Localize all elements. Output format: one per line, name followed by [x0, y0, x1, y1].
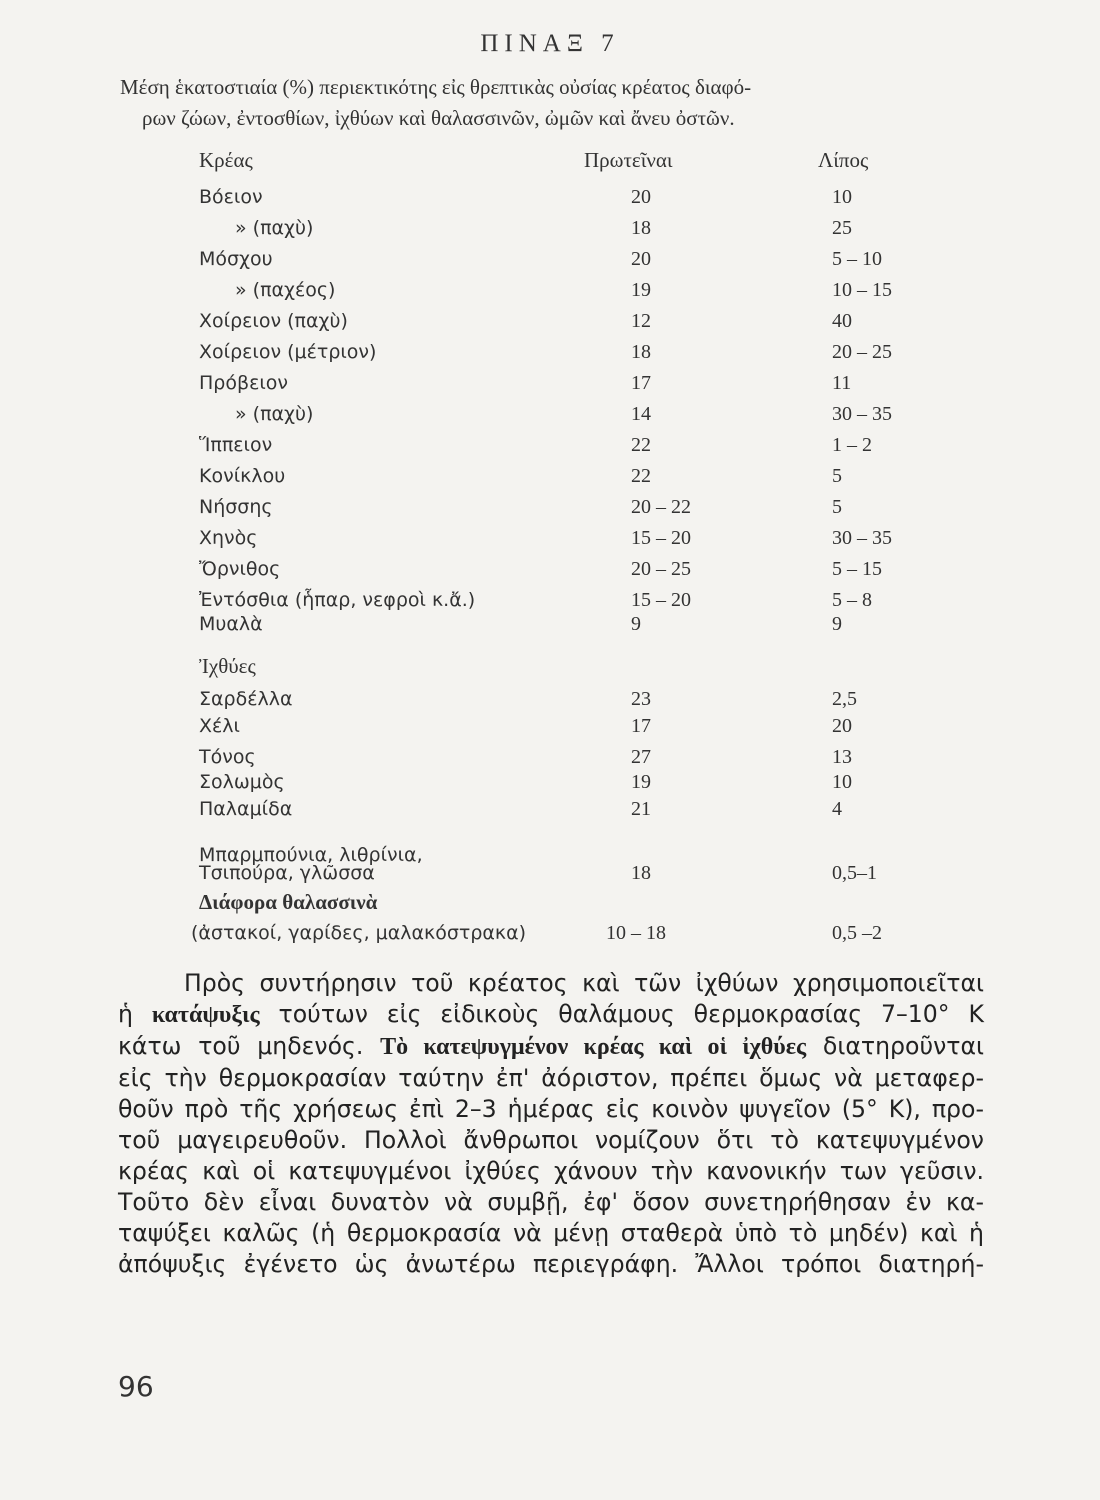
body-line: θοῦν πρὸ τῆς χρήσεως ἐπὶ 2–3 ἡμέρας εἰς κοινὸν ψυγεῖον (5° Κ), προ-	[118, 1095, 984, 1123]
table-cell-protein: 18	[631, 862, 651, 884]
table-row-name: Χοίρειον (παχὺ)	[199, 310, 348, 332]
table-cell-protein: 17	[631, 372, 651, 394]
table-row-name: Ἵππειον	[199, 434, 273, 456]
table-cell-fat: 13	[832, 746, 852, 768]
body-bold-term: κατάψυξις	[151, 1002, 260, 1028]
table-row-name: Χηνὸς	[199, 527, 258, 549]
body-paragraph	[118, 968, 984, 1280]
table-row-name: Μόσχου	[199, 248, 273, 270]
table-row-name: Σαρδέλλα	[199, 688, 293, 710]
caption-line-1: Μέση ἑκατοστιαία (%) περιεκτικότης εἰς θρεπτικὰς οὐσίας κρέατος διαφό-	[120, 75, 752, 99]
table-cell-fat: 1 – 2	[832, 434, 872, 456]
table-cell-protein: 14	[631, 403, 651, 425]
table-cell-protein: 17	[631, 715, 651, 737]
body-line: εἰς τὴν θερμοκρασίαν ταύτην ἐπ' ἀόριστον, πρέπει ὅμως νὰ μεταφερ-	[118, 1064, 984, 1092]
table-row-name: » (παχὺ)	[235, 217, 314, 239]
table-cell-protein: 18	[631, 341, 651, 363]
table-row-name: Τσιπούρα, γλῶσσα	[199, 862, 375, 884]
table-row-name: Μυαλὰ	[199, 613, 263, 635]
body-line: ἀπόψυξις ἐγένετο ὡς ἀνωτέρω περιεγράφη. Ἄλλοι τρόποι διατηρή-	[118, 1250, 984, 1278]
body-text-segment: κάτω τοῦ μηδενός.	[118, 1032, 364, 1060]
table-cell-fat: 5 – 10	[832, 248, 882, 270]
table-cell-protein: 20	[631, 248, 651, 270]
table-row-name: » (παχὺ)	[235, 403, 314, 425]
body-text-segment: διατηροῦνται	[822, 1032, 985, 1060]
table-cell-protein: 20 – 22	[631, 496, 691, 518]
table-cell-protein: 9	[631, 613, 641, 635]
table-row-name: Χέλι	[199, 715, 240, 737]
table-cell-fat: 5	[832, 465, 842, 487]
table-cell-fat: 5	[832, 496, 842, 518]
table-cell-fat: 10	[832, 771, 852, 793]
section-heading-fish: Ἰχθύες	[199, 654, 256, 678]
table-cell-protein: 22	[631, 465, 651, 487]
body-line: κρέας καὶ οἱ κατεψυγμένοι ἰχθύες χάνουν τὴν κανονικήν των γεῦσιν.	[118, 1157, 984, 1185]
column-header-meat: Κρέας	[199, 148, 253, 172]
table-cell-protein: 19	[631, 279, 651, 301]
table-cell-fat: 40	[832, 310, 852, 332]
column-header-fat: Λίπος	[818, 148, 869, 172]
table-cell-protein: 22	[631, 434, 651, 456]
table-cell-fat: 0,5 –2	[832, 922, 882, 944]
table-row-name: Βόειον	[199, 186, 263, 208]
body-line: Τοῦτο δὲν εἶναι δυνατὸν νὰ συμβῇ, ἐφ' ὅσον συνετηρήθησαν ἐν κα-	[118, 1188, 984, 1216]
caption-line-2: ρων ζώων, ἐντοσθίων, ἰχθύων καὶ θαλασσινῶν, ὠμῶν καὶ ἄνευ ὀστῶν.	[142, 106, 735, 130]
table-cell-protein: 18	[631, 217, 651, 239]
table-cell-protein: 15 – 20	[631, 527, 691, 549]
table-cell-fat: 30 – 35	[832, 527, 892, 549]
table-cell-protein: 15 – 20	[631, 589, 691, 611]
table-row-name: Ὄρνιθος	[199, 558, 281, 580]
table-row-name: Πρόβειον	[199, 372, 289, 394]
table-row-name: Τόνος	[199, 746, 256, 768]
body-bold-term: Τὸ κατεψυγμένον κρέας καὶ οἱ ἰχθύες	[380, 1034, 807, 1060]
table-cell-fat: 10	[832, 186, 852, 208]
table-row-name: Κονίκλου	[199, 465, 286, 487]
table-caption	[120, 72, 990, 134]
table-cell-fat: 5 – 15	[832, 558, 882, 580]
table-cell-fat: 9	[832, 613, 842, 635]
table-cell-protein: 27	[631, 746, 651, 768]
table-cell-fat: 20 – 25	[832, 341, 892, 363]
table-cell-fat: 25	[832, 217, 852, 239]
table-cell-fat: 30 – 35	[832, 403, 892, 425]
table-title: ΠΙΝΑΞ 7	[480, 30, 620, 57]
table-cell-protein: 12	[631, 310, 651, 332]
table-cell-fat: 5 – 8	[832, 589, 872, 611]
table-cell-protein: 19	[631, 771, 651, 793]
body-line: ταψύξει καλῶς (ἡ θερμοκρασία νὰ μένῃ σταθερὰ ὑπὸ τὸ μηδέν) καὶ ἡ	[118, 1219, 984, 1247]
table-cell-fat: 2,5	[832, 688, 857, 710]
body-line: τοῦ μαγειρευθοῦν. Πολλοὶ ἄνθρωποι νομίζουν ὅτι τὸ κατεψυγμένον	[118, 1126, 984, 1154]
table-cell-fat: 11	[832, 372, 852, 394]
body-line	[118, 1031, 984, 1063]
table-cell-fat: 0,5–1	[832, 862, 877, 884]
body-line: Πρὸς συντήρησιν τοῦ κρέατος καὶ τῶν ἰχθύων χρησιμοποιεῖται	[184, 969, 984, 997]
table-row-name: Ἐντόσθια (ἧπαρ, νεφροὶ κ.ἄ.)	[199, 589, 476, 611]
table-cell-fat: 4	[832, 798, 842, 820]
table-row-name: Παλαμίδα	[199, 798, 293, 820]
table-cell-protein: 10 – 18	[606, 922, 666, 944]
table-row-name: Χοίρειον (μέτριον)	[199, 341, 377, 363]
table-cell-protein: 20	[631, 186, 651, 208]
section-heading-seafood: Διάφορα θαλασσινὰ	[199, 890, 378, 914]
table-cell-fat: 10 – 15	[832, 279, 892, 301]
table-cell-fat: 20	[832, 715, 852, 737]
table-row-name: (ἀστακοί, γαρίδες, μαλακόστρακα)	[191, 922, 527, 944]
column-header-protein: Πρωτεῖναι	[584, 148, 673, 172]
page-number: 96	[118, 1370, 154, 1403]
body-line	[118, 999, 984, 1031]
table-cell-protein: 20 – 25	[631, 558, 691, 580]
table-row-name: Μπαρμπούνια, λιθρίνια,	[199, 844, 423, 866]
table-cell-protein: 23	[631, 688, 651, 710]
body-text-segment: ἡ	[118, 1000, 133, 1028]
table-cell-protein: 21	[631, 798, 651, 820]
table-row-name: Νήσσης	[199, 496, 273, 518]
table-row-name: » (παχέος)	[235, 279, 336, 301]
table-row-name: Σολωμὸς	[199, 771, 285, 793]
body-text-segment: τούτων εἰς εἰδικοὺς θαλάμους θερμοκρασίας 7–10° Κ	[278, 1000, 984, 1028]
